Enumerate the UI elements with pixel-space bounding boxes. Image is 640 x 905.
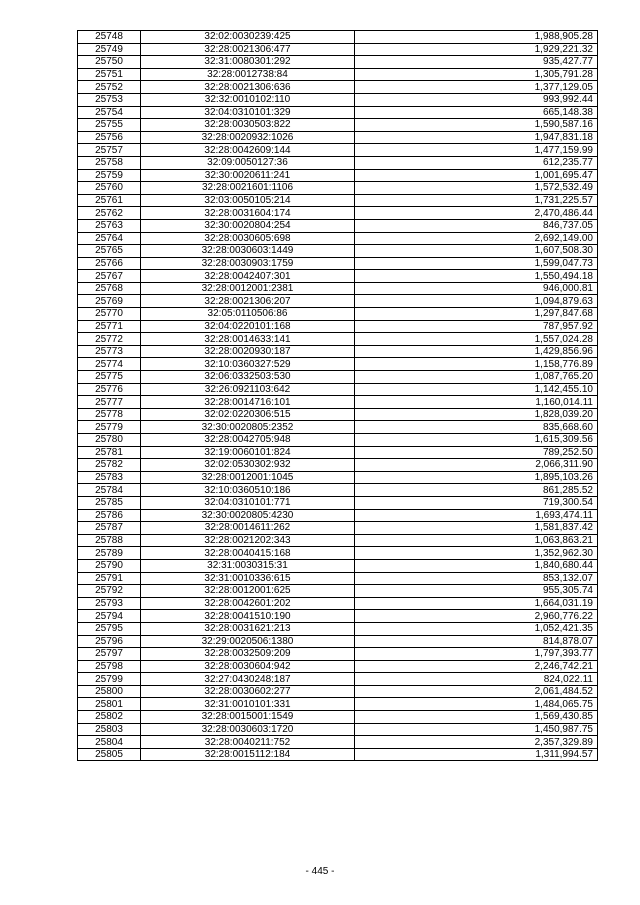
row-number: 25796 [78, 635, 141, 648]
amount-value: 1,450,987.75 [355, 723, 598, 736]
row-number: 25803 [78, 723, 141, 736]
row-number: 25761 [78, 194, 141, 207]
amount-value: 1,797,393.77 [355, 648, 598, 661]
row-number: 25770 [78, 308, 141, 321]
table-row [78, 282, 598, 295]
table-row [78, 308, 598, 321]
row-number: 25755 [78, 119, 141, 132]
table-row [78, 610, 598, 623]
table-row [78, 471, 598, 484]
table-row [78, 597, 598, 610]
cadastral-number: 32:28:0042407:301 [141, 270, 355, 283]
cadastral-number: 32:05:0110506:86 [141, 308, 355, 321]
row-number: 25788 [78, 534, 141, 547]
table-row [78, 56, 598, 69]
amount-value: 955,305.74 [355, 585, 598, 598]
table-row [78, 320, 598, 333]
cadastral-number: 32:32:0010102:110 [141, 93, 355, 106]
row-number: 25780 [78, 434, 141, 447]
amount-value: 2,692,149.00 [355, 232, 598, 245]
amount-value: 1,477,159.99 [355, 144, 598, 157]
row-number: 25793 [78, 597, 141, 610]
amount-value: 861,285.52 [355, 484, 598, 497]
table-row [78, 698, 598, 711]
data-table [77, 30, 598, 761]
row-number: 25773 [78, 345, 141, 358]
row-number: 25771 [78, 320, 141, 333]
table-row [78, 446, 598, 459]
amount-value: 2,357,329.89 [355, 736, 598, 749]
table-row [78, 635, 598, 648]
row-number: 25776 [78, 383, 141, 396]
cadastral-number: 32:28:0020932:1026 [141, 131, 355, 144]
amount-value: 1,311,994.57 [355, 748, 598, 761]
row-number: 25760 [78, 182, 141, 195]
cadastral-number: 32:28:0030503:822 [141, 119, 355, 132]
cadastral-number: 32:28:0012001:2381 [141, 282, 355, 295]
table-row [78, 383, 598, 396]
amount-value: 835,668.60 [355, 421, 598, 434]
amount-value: 1,305,791.28 [355, 68, 598, 81]
row-number: 25802 [78, 711, 141, 724]
table-row [78, 81, 598, 94]
table-row [78, 43, 598, 56]
row-number: 25784 [78, 484, 141, 497]
table-row [78, 232, 598, 245]
amount-value: 2,066,311.90 [355, 459, 598, 472]
table-row [78, 106, 598, 119]
row-number: 25756 [78, 131, 141, 144]
row-number: 25754 [78, 106, 141, 119]
cadastral-number: 32:10:0360327:529 [141, 358, 355, 371]
amount-value: 789,252.50 [355, 446, 598, 459]
table-row [78, 358, 598, 371]
row-number: 25763 [78, 219, 141, 232]
table-row [78, 68, 598, 81]
amount-value: 946,000.81 [355, 282, 598, 295]
amount-value: 1,895,103.26 [355, 471, 598, 484]
amount-value: 1,087,765.20 [355, 371, 598, 384]
row-number: 25768 [78, 282, 141, 295]
row-number: 25778 [78, 408, 141, 421]
amount-value: 1,929,221.32 [355, 43, 598, 56]
amount-value: 1,947,831.18 [355, 131, 598, 144]
cadastral-number: 32:28:0040415:168 [141, 547, 355, 560]
row-number: 25805 [78, 748, 141, 761]
row-number: 25779 [78, 421, 141, 434]
cadastral-number: 32:28:0032509:209 [141, 648, 355, 661]
cadastral-number: 32:28:0030903:1759 [141, 257, 355, 270]
row-number: 25798 [78, 660, 141, 673]
table-row [78, 371, 598, 384]
cadastral-number: 32:02:0530302:932 [141, 459, 355, 472]
table-row [78, 169, 598, 182]
amount-value: 935,427.77 [355, 56, 598, 69]
cadastral-number: 32:28:0030603:1449 [141, 245, 355, 258]
amount-value: 1,052,421.35 [355, 622, 598, 635]
amount-value: 1,550,494.18 [355, 270, 598, 283]
amount-value: 814,878.07 [355, 635, 598, 648]
cadastral-number: 32:30:0020805:4230 [141, 509, 355, 522]
table-row [78, 295, 598, 308]
table-row [78, 459, 598, 472]
cadastral-number: 32:28:0015112:184 [141, 748, 355, 761]
row-number: 25758 [78, 156, 141, 169]
amount-value: 2,960,776.22 [355, 610, 598, 623]
cadastral-number: 32:10:0360510:186 [141, 484, 355, 497]
row-number: 25782 [78, 459, 141, 472]
table-row [78, 547, 598, 560]
cadastral-number: 32:28:0014611:262 [141, 522, 355, 535]
amount-value: 853,132.07 [355, 572, 598, 585]
cadastral-number: 32:06:0332503:530 [141, 371, 355, 384]
cadastral-number: 32:30:0020611:241 [141, 169, 355, 182]
cadastral-number: 32:28:0015001:1549 [141, 711, 355, 724]
row-number: 25800 [78, 685, 141, 698]
cadastral-number: 32:28:0040211:752 [141, 736, 355, 749]
amount-value: 1,094,879.63 [355, 295, 598, 308]
row-number: 25749 [78, 43, 141, 56]
row-number: 25759 [78, 169, 141, 182]
table-row [78, 396, 598, 409]
cadastral-number: 32:04:0310101:771 [141, 496, 355, 509]
table-row [78, 748, 598, 761]
cadastral-number: 32:19:0060101:824 [141, 446, 355, 459]
table-row [78, 723, 598, 736]
cadastral-number: 32:04:0220101:168 [141, 320, 355, 333]
table-row [78, 673, 598, 686]
row-number: 25750 [78, 56, 141, 69]
cadastral-number: 32:28:0021306:477 [141, 43, 355, 56]
cadastral-number: 32:28:0021202:343 [141, 534, 355, 547]
row-number: 25751 [78, 68, 141, 81]
row-number: 25804 [78, 736, 141, 749]
amount-value: 1,142,455.10 [355, 383, 598, 396]
amount-value: 1,158,776.89 [355, 358, 598, 371]
cadastral-number: 32:28:0014716:101 [141, 396, 355, 409]
table-row [78, 93, 598, 106]
row-number: 25785 [78, 496, 141, 509]
row-number: 25783 [78, 471, 141, 484]
table-row [78, 144, 598, 157]
amount-value: 1,840,680.44 [355, 559, 598, 572]
table-row [78, 509, 598, 522]
amount-value: 1,429,856.96 [355, 345, 598, 358]
amount-value: 1,590,587.16 [355, 119, 598, 132]
amount-value: 665,148.38 [355, 106, 598, 119]
cadastral-number: 32:28:0012738:84 [141, 68, 355, 81]
cadastral-number: 32:28:0021306:636 [141, 81, 355, 94]
table-row [78, 131, 598, 144]
cadastral-number: 32:31:0010101:331 [141, 698, 355, 711]
amount-value: 824,022.11 [355, 673, 598, 686]
table-row [78, 119, 598, 132]
amount-value: 1,664,031.19 [355, 597, 598, 610]
cadastral-number: 32:31:0030315:31 [141, 559, 355, 572]
cadastral-number: 32:29:0020506:1380 [141, 635, 355, 648]
row-number: 25764 [78, 232, 141, 245]
amount-value: 993,992.44 [355, 93, 598, 106]
amount-value: 1,377,129.05 [355, 81, 598, 94]
cadastral-number: 32:28:0020930:187 [141, 345, 355, 358]
amount-value: 612,235.77 [355, 156, 598, 169]
row-number: 25789 [78, 547, 141, 560]
row-number: 25757 [78, 144, 141, 157]
row-number: 25797 [78, 648, 141, 661]
cadastral-number: 32:28:0031621:213 [141, 622, 355, 635]
row-number: 25752 [78, 81, 141, 94]
row-number: 25748 [78, 31, 141, 44]
cadastral-number: 32:28:0042705:948 [141, 434, 355, 447]
table-row [78, 333, 598, 346]
amount-value: 1,572,532.49 [355, 182, 598, 195]
cadastral-number: 32:28:0014633:141 [141, 333, 355, 346]
row-number: 25792 [78, 585, 141, 598]
cadastral-number: 32:28:0030605:698 [141, 232, 355, 245]
table-row [78, 156, 598, 169]
cadastral-number: 32:28:0030603:1720 [141, 723, 355, 736]
amount-value: 1,988,905.28 [355, 31, 598, 44]
table-row [78, 685, 598, 698]
table-row [78, 559, 598, 572]
row-number: 25767 [78, 270, 141, 283]
amount-value: 787,957.92 [355, 320, 598, 333]
amount-value: 1,297,847.68 [355, 308, 598, 321]
table-row [78, 648, 598, 661]
amount-value: 1,063,863.21 [355, 534, 598, 547]
table-row [78, 31, 598, 44]
amount-value: 2,061,484.52 [355, 685, 598, 698]
row-number: 25753 [78, 93, 141, 106]
table-row [78, 484, 598, 497]
page-number: - 445 - [305, 866, 335, 877]
table-row [78, 245, 598, 258]
amount-value: 1,484,065.75 [355, 698, 598, 711]
row-number: 25769 [78, 295, 141, 308]
cadastral-number: 32:31:0010336:615 [141, 572, 355, 585]
cadastral-number: 32:27:0430248:187 [141, 673, 355, 686]
cadastral-number: 32:28:0021306:207 [141, 295, 355, 308]
amount-value: 1,352,962.30 [355, 547, 598, 560]
row-number: 25791 [78, 572, 141, 585]
cadastral-number: 32:30:0020804:254 [141, 219, 355, 232]
amount-value: 1,607,508.30 [355, 245, 598, 258]
cadastral-number: 32:02:0030239:425 [141, 31, 355, 44]
amount-value: 1,569,430.85 [355, 711, 598, 724]
table-row [78, 345, 598, 358]
row-number: 25777 [78, 396, 141, 409]
amount-value: 1,693,474.11 [355, 509, 598, 522]
row-number: 25762 [78, 207, 141, 220]
table-row [78, 622, 598, 635]
amount-value: 1,731,225.57 [355, 194, 598, 207]
row-number: 25766 [78, 257, 141, 270]
table-row [78, 194, 598, 207]
table-row [78, 219, 598, 232]
row-number: 25772 [78, 333, 141, 346]
table-row [78, 572, 598, 585]
table-row [78, 182, 598, 195]
table-row [78, 434, 598, 447]
cadastral-number: 32:28:0012001:625 [141, 585, 355, 598]
cadastral-number: 32:28:0031604:174 [141, 207, 355, 220]
cadastral-number: 32:28:0021601:1106 [141, 182, 355, 195]
row-number: 25794 [78, 610, 141, 623]
table-row [78, 585, 598, 598]
cadastral-number: 32:02:0220306:515 [141, 408, 355, 421]
cadastral-number: 32:04:0310101:329 [141, 106, 355, 119]
row-number: 25790 [78, 559, 141, 572]
cadastral-number: 32:28:0042609:144 [141, 144, 355, 157]
row-number: 25795 [78, 622, 141, 635]
cadastral-number: 32:28:0030604:942 [141, 660, 355, 673]
amount-value: 2,246,742.21 [355, 660, 598, 673]
amount-value: 1,615,309.56 [355, 434, 598, 447]
amount-value: 1,828,039.20 [355, 408, 598, 421]
amount-value: 1,599,047.73 [355, 257, 598, 270]
table-row [78, 257, 598, 270]
table-row [78, 534, 598, 547]
amount-value: 2,470,486.44 [355, 207, 598, 220]
row-number: 25799 [78, 673, 141, 686]
row-number: 25781 [78, 446, 141, 459]
row-number: 25774 [78, 358, 141, 371]
amount-value: 719,300.54 [355, 496, 598, 509]
table-row [78, 496, 598, 509]
cadastral-number: 32:28:0041510:190 [141, 610, 355, 623]
cadastral-number: 32:26:0921103:642 [141, 383, 355, 396]
table-row [78, 660, 598, 673]
cadastral-number: 32:09:0050127:36 [141, 156, 355, 169]
row-number: 25775 [78, 371, 141, 384]
table-row [78, 522, 598, 535]
row-number: 25787 [78, 522, 141, 535]
amount-value: 1,557,024.28 [355, 333, 598, 346]
table-row [78, 207, 598, 220]
amount-value: 1,581,837.42 [355, 522, 598, 535]
amount-value: 1,001,695.47 [355, 169, 598, 182]
amount-value: 846,737.05 [355, 219, 598, 232]
amount-value: 1,160,014.11 [355, 396, 598, 409]
table-row [78, 408, 598, 421]
cadastral-number: 32:03:0050105:214 [141, 194, 355, 207]
table-row [78, 270, 598, 283]
row-number: 25786 [78, 509, 141, 522]
cadastral-number: 32:30:0020805:2352 [141, 421, 355, 434]
row-number: 25801 [78, 698, 141, 711]
cadastral-number: 32:28:0042601:202 [141, 597, 355, 610]
cadastral-number: 32:31:0080301:292 [141, 56, 355, 69]
cadastral-number: 32:28:0012001:1045 [141, 471, 355, 484]
cadastral-number: 32:28:0030602:277 [141, 685, 355, 698]
table-body [78, 31, 598, 761]
table-row [78, 736, 598, 749]
row-number: 25765 [78, 245, 141, 258]
table-row [78, 421, 598, 434]
table-row [78, 711, 598, 724]
